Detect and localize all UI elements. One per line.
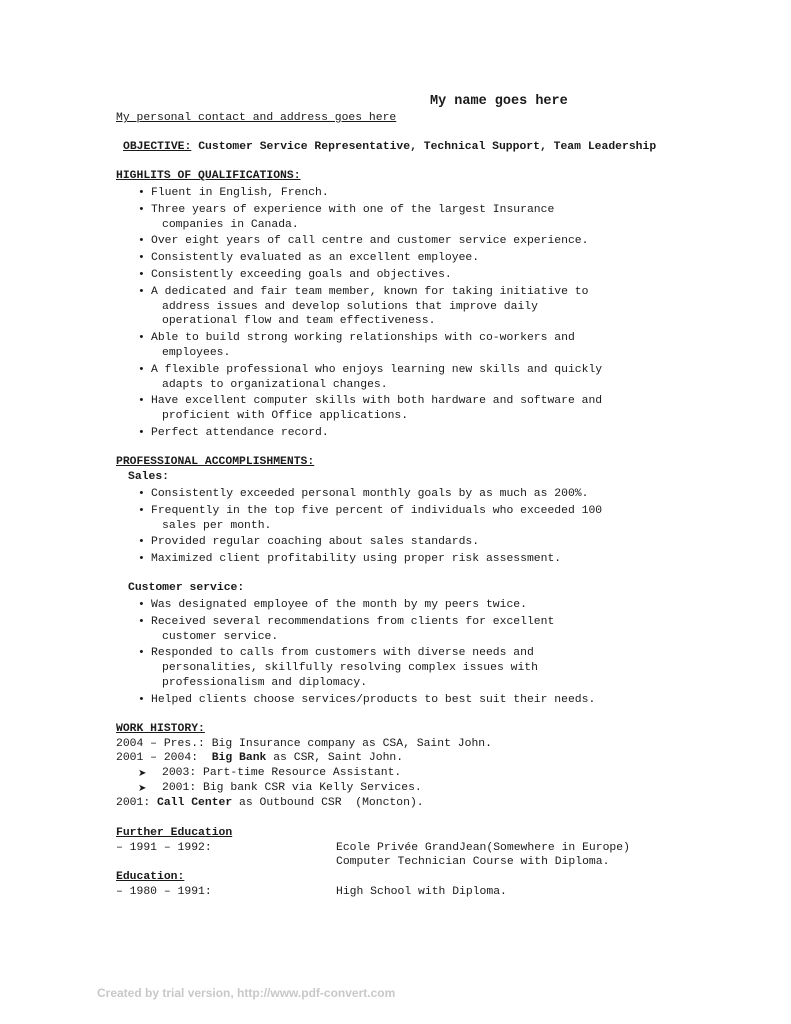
further-education-course: Computer Technician Course with Diploma. xyxy=(336,856,610,868)
bullet-icon: • xyxy=(138,536,145,549)
objective-line xyxy=(123,140,656,155)
education-heading: Education: xyxy=(116,871,185,883)
bullet-item-text: A flexible professional who enjoys learning new skills and quickly xyxy=(151,363,603,376)
further-education-dates: – 1991 – 1992: xyxy=(116,842,212,854)
bullet-icon: • xyxy=(138,488,145,500)
service-subheading: Customer service: xyxy=(128,582,245,594)
bullet-item-text: Was designated employee of the month by my peers twice. xyxy=(151,599,527,611)
bullet-item-text: employees. xyxy=(162,347,231,359)
bullet-item-text: companies in Canada. xyxy=(162,218,299,231)
bullet-item-text: sales per month. xyxy=(162,519,272,532)
bullet-icon: • xyxy=(138,553,145,566)
bullet-icon: • xyxy=(138,187,145,199)
work-role: as Outbound CSR (Moncton). xyxy=(232,797,424,809)
arrow-bullet-icon: ➤ xyxy=(138,768,147,779)
bullet-item-text: Have excellent computer skills with both hardware and software and xyxy=(151,395,603,408)
trial-watermark: Created by trial version, http://www.pdf-convert.com xyxy=(97,986,396,1000)
employer-name: Big Bank xyxy=(211,752,267,764)
bullet-item-text: Helped clients choose services/products to best suit their needs. xyxy=(151,693,596,706)
bullet-item-text: Provided regular coaching about sales standards. xyxy=(151,536,480,549)
arrow-bullet-icon: ➤ xyxy=(138,783,147,794)
bullet-item-text: customer service. xyxy=(162,630,279,643)
contact-line: My personal contact and address goes here xyxy=(116,112,397,124)
objective-text: Customer Service Representative, Technical Support, Team Leadership xyxy=(191,141,657,153)
bullet-item-text: operational flow and team effectiveness. xyxy=(162,315,436,328)
bullet-item-text: Consistently exceeded personal monthly goals by as much as 200%. xyxy=(151,488,589,500)
work-dates: 2001: xyxy=(116,797,158,809)
bullet-icon: • xyxy=(138,252,145,265)
sales-subheading: Sales: xyxy=(128,471,170,483)
bullet-item-text: Responded to calls from customers with diverse needs and xyxy=(151,647,534,660)
bullet-item-text: address issues and develop solutions that improve daily xyxy=(162,300,538,313)
bullet-item-text: personalities, skillfully resolving complex issues with xyxy=(162,662,538,675)
bullet-icon: • xyxy=(138,395,145,408)
bullet-icon: • xyxy=(138,647,145,660)
resume-name: My name goes here xyxy=(430,94,568,109)
bullet-item-text: Received several recommendations from clients for excellent xyxy=(151,615,555,628)
employer-name: Call Center xyxy=(157,797,233,809)
bullet-item-text: A dedicated and fair team member, known for taking initiative to xyxy=(151,285,589,298)
education-detail: High School with Diploma. xyxy=(336,886,507,898)
work-history-heading: WORK HISTORY: xyxy=(116,723,205,735)
bullet-item-text: Three years of experience with one of the largest Insurance xyxy=(151,203,555,216)
bullet-item-text: Over eight years of call centre and customer service experience. xyxy=(151,235,589,248)
bullet-icon: • xyxy=(138,504,145,517)
work-history-line xyxy=(116,751,403,766)
bullet-icon: • xyxy=(138,427,145,439)
objective-label: OBJECTIVE: xyxy=(123,141,192,153)
bullet-icon: • xyxy=(138,615,145,628)
work-history-subline: 2003: Part-time Resource Assistant. xyxy=(162,767,402,779)
bullet-icon: • xyxy=(138,285,145,298)
further-education-school: Ecole Privée GrandJean(Somewhere in Europe) xyxy=(336,842,630,854)
work-history-line xyxy=(116,796,424,811)
bullet-icon: • xyxy=(138,363,145,376)
bullet-icon: • xyxy=(138,693,145,706)
bullet-item-text: Able to build strong working relationships with co-workers and xyxy=(151,332,575,345)
bullet-item-text: Consistently exceeding goals and objectives. xyxy=(151,269,452,281)
work-dates: 2001 – 2004: xyxy=(116,752,212,764)
bullet-item-text: Fluent in English, French. xyxy=(151,187,329,199)
bullet-item-text: Frequently in the top five percent of individuals who exceeded 100 xyxy=(151,504,603,517)
accomplishments-heading: PROFESSIONAL ACCOMPLISHMENTS: xyxy=(116,456,315,468)
bullet-item-text: proficient with Office applications. xyxy=(162,410,409,423)
bullet-icon: • xyxy=(138,332,145,345)
further-education-heading: Further Education xyxy=(116,827,233,839)
bullet-item-text: Perfect attendance record. xyxy=(151,427,329,439)
work-history-subline: 2001: Big bank CSR via Kelly Services. xyxy=(162,782,422,794)
bullet-icon: • xyxy=(138,235,145,248)
qualifications-heading: HIGHLITS OF QUALIFICATIONS: xyxy=(116,170,301,182)
bullet-item-text: adapts to organizational changes. xyxy=(162,378,388,391)
work-history-line: 2004 – Pres.: Big Insurance company as CSA, Saint John. xyxy=(116,738,492,750)
bullet-icon: • xyxy=(138,599,145,611)
bullet-icon: • xyxy=(138,203,145,216)
bullet-item-text: Consistently evaluated as an excellent employee. xyxy=(151,252,480,265)
bullet-item-text: Maximized client profitability using proper risk assessment. xyxy=(151,553,562,566)
education-dates: – 1980 – 1991: xyxy=(116,886,212,898)
bullet-icon: • xyxy=(138,269,145,281)
bullet-item-text: professionalism and diplomacy. xyxy=(162,677,368,689)
work-role: as CSR, Saint John. xyxy=(266,752,404,764)
